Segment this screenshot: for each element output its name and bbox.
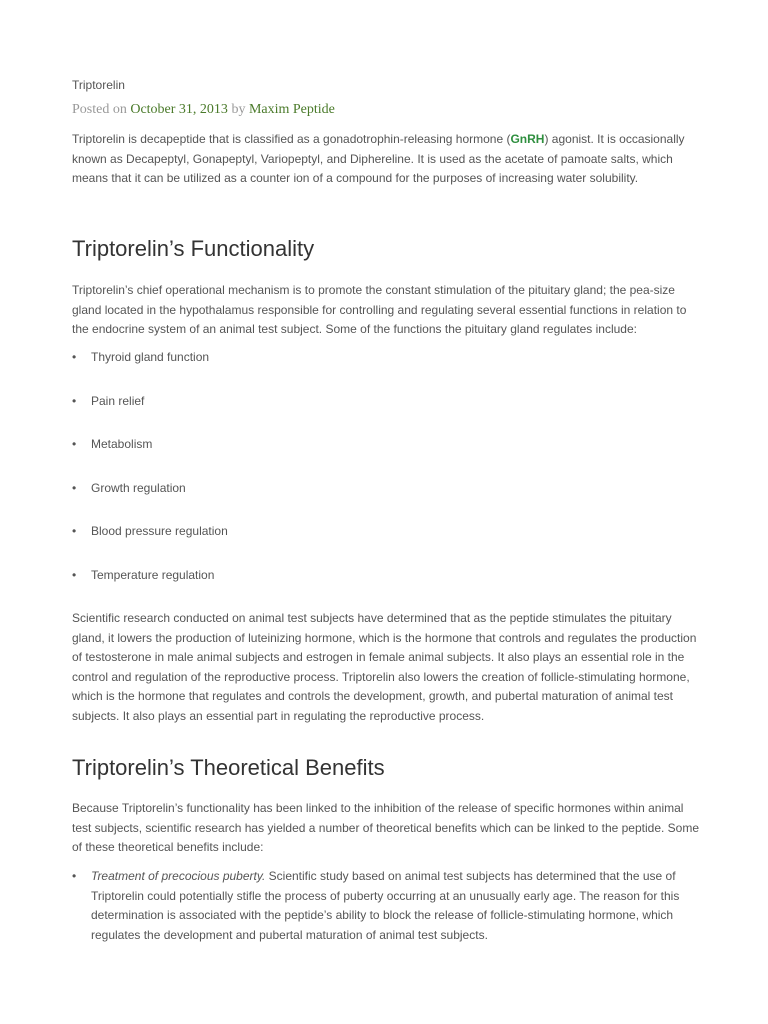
list-item-text: Blood pressure regulation bbox=[91, 524, 228, 538]
bullet-symbol: • bbox=[72, 568, 77, 582]
bullet-symbol: • bbox=[72, 481, 77, 495]
intro-text-after: ) agonist. It is occasionally known as Decapeptyl, Gonapeptyl, Variopeptyl, and Diphereline. It is used as the acetate of pamoate salts, which means that it can be utilized as a counter ion of a compound for the purposes of increasing water solubility. bbox=[72, 132, 685, 185]
list-item-text: Thyroid gland function bbox=[91, 350, 210, 364]
document-title: Triptorelin bbox=[72, 78, 125, 92]
list-item-text: Temperature regulation bbox=[91, 568, 215, 582]
posted-on-label: Posted on bbox=[72, 102, 127, 117]
list-item-text: Metabolism bbox=[91, 437, 153, 451]
gnrh-highlight: GnRH bbox=[510, 132, 545, 146]
bullet-symbol: • bbox=[72, 524, 77, 538]
bullet-symbol: • bbox=[72, 394, 77, 408]
by-label: by bbox=[231, 102, 246, 117]
list-item-text: Growth regulation bbox=[91, 481, 186, 495]
benefit-title: Treatment of precocious puberty. bbox=[91, 869, 266, 883]
section-heading-benefits: Triptorelin’s Theoretical Benefits bbox=[72, 755, 385, 780]
list-item bbox=[72, 348, 700, 368]
list-item bbox=[72, 392, 700, 412]
bullet-symbol: • bbox=[72, 869, 77, 883]
benefit-description: Scientific study based on animal test subjects has determined that the use of Triptorelin could potentially stifle the process of puberty occurring at an unusually early age. The reason for this determination is associated with the peptide’s ability to block the release of follicle-stimulating hormone, which regulates the development and pubertal maturation of animal test subjects. bbox=[91, 869, 680, 942]
bullet-symbol: • bbox=[72, 437, 77, 451]
list-item bbox=[72, 522, 700, 542]
benefits-paragraph: Because Triptorelin’s functionality has been linked to the inhibition of the release of specific hormones within animal test subjects, scientific research has yielded a number of theoretical benefits which can be linked to the peptide. Some of these theoretical benefits include: bbox=[72, 801, 700, 854]
functionality-paragraph: Triptorelin’s chief operational mechanism is to promote the constant stimulation of the pituitary gland; the pea-size gland located in the hypothalamus responsible for controlling and regulating several essential functions in relation to the endocrine system of an animal test subject. Some of the functions the pituitary gland regulates include: bbox=[72, 283, 687, 336]
section-heading-functionality: Triptorelin’s Functionality bbox=[72, 236, 315, 261]
list-item bbox=[72, 867, 700, 945]
intro-text-before: Triptorelin is decapeptide that is classified as a gonadotrophin-releasing hormone ( bbox=[72, 132, 511, 146]
bullet-symbol: • bbox=[72, 350, 77, 364]
post-date-link[interactable]: October 31, 2013 bbox=[130, 102, 228, 117]
author-link[interactable]: Maxim Peptide bbox=[248, 102, 335, 117]
intro-paragraph bbox=[72, 130, 700, 189]
list-item-text: Pain relief bbox=[91, 394, 145, 408]
list-item bbox=[72, 479, 700, 499]
list-item bbox=[72, 566, 700, 586]
research-paragraph: Scientific research conducted on animal test subjects have determined that as the peptide stimulates the pituitary gland, it lowers the production of luteinizing hormone, which is the hormone that controls and regulates the production of testosterone in male animal subjects and estrogen in female animal subjects. It also plays an essential role in the control and regulation of the reproductive process. Triptorelin also lowers the creation of follicle-stimulating hormone, which is the hormone that regulates and controls the development, growth, and pubertal maturation of animal test subjects. It also plays an essential part in regulating the reproductive process. bbox=[72, 611, 697, 723]
list-item bbox=[72, 435, 700, 455]
post-meta bbox=[72, 102, 335, 118]
benefit-item-text bbox=[91, 867, 700, 945]
